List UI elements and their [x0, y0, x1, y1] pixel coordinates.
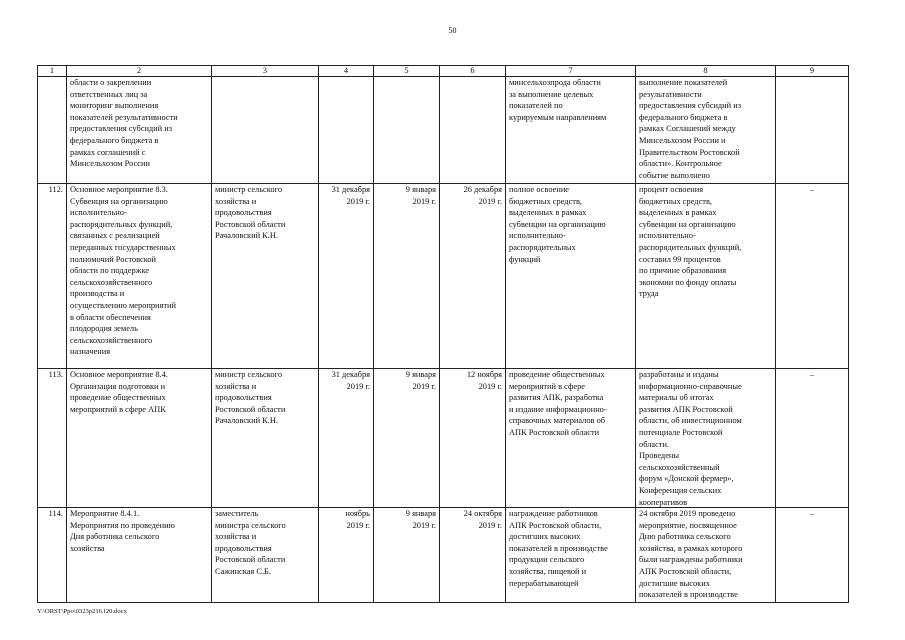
- row-number: [38, 77, 67, 184]
- column-header-1: 1: [38, 66, 67, 77]
- table-row: [38, 508, 849, 603]
- note: [776, 77, 849, 184]
- header-row: [38, 66, 849, 77]
- responsible-person: министр сельского хозяйства и продовольствия Ростовской области Рачаловский К.Н.: [212, 369, 319, 508]
- planned-date: 31 декабря 2019 г.: [319, 184, 374, 369]
- note: –: [776, 369, 849, 508]
- actual-result: выполнение показателей результативности предоставления субсидий из федерального бюджета в рамках Соглашений между Минсельхозом России и Правительством Ростовской области». Контрольное событие выполнено: [636, 77, 776, 184]
- responsible-person: [212, 77, 319, 184]
- row-number: 114.: [38, 508, 67, 603]
- column-header-7: 7: [506, 66, 636, 77]
- end-date: 12 ноября 2019 г.: [440, 369, 506, 508]
- start-date: 9 января 2019 г.: [374, 369, 440, 508]
- actual-result: 24 октября 2019 проведено мероприятие, посвященное Дню работника сельского хозяйства, в рамках которого были награждены работники АПК Ростовской области, достигшие высоких показателей в производстве: [636, 508, 776, 603]
- expected-result: полное освоение бюджетных средств, выделенных в рамках субвенции на организацию исполнительно- распорядительных функций: [506, 184, 636, 369]
- row-number: 112.: [38, 184, 67, 369]
- planned-date: [319, 77, 374, 184]
- footer-file-path: Y:\ORST\Ppo\0323p216.f20.docx: [37, 608, 127, 615]
- table-row: [38, 184, 849, 369]
- actual-result: разработаны и изданы информационно-справочные материалы об итогах развития АПК Ростовской области, об инвестиционном потенциале Ростовской области. Проведены сельскохозяйственный форум «Донской фермер», Конференция сельских кооперативов: [636, 369, 776, 508]
- row-number: 113.: [38, 369, 67, 508]
- end-date: 24 октября 2019 г.: [440, 508, 506, 603]
- expected-result: минсельхозпрода области за выполнение целевых показателей по курируемым направлениям: [506, 77, 636, 184]
- note: –: [776, 184, 849, 369]
- responsible-person: заместитель министра сельского хозяйства и продовольствия Ростовской области Сажинская С.Б.: [212, 508, 319, 603]
- event-name: Основное мероприятие 8.4. Организация подготовки и проведение общественных мероприятий в сфере АПК: [67, 369, 212, 508]
- page-number: 50: [448, 26, 457, 35]
- column-header-9: 9: [776, 66, 849, 77]
- start-date: 9 января 2019 г.: [374, 184, 440, 369]
- start-date: [374, 77, 440, 184]
- table-row: [38, 77, 849, 184]
- note: –: [776, 508, 849, 603]
- start-date: 9 января 2019 г.: [374, 508, 440, 603]
- report-table: [37, 65, 849, 603]
- column-header-2: 2: [67, 66, 212, 77]
- column-header-4: 4: [319, 66, 374, 77]
- event-name: области о закреплении ответственных лиц за мониторинг выполнения показателей результативности предоставления субсидий из федерального бюджета в рамках соглашений с Минсельхозом России: [67, 77, 212, 184]
- end-date: 26 декабря 2019 г.: [440, 184, 506, 369]
- planned-date: 31 декабря 2019 г.: [319, 369, 374, 508]
- expected-result: награждение работников АПК Ростовской области, достигших высоких показателей в производстве продукции сельского хозяйства, пищевой и перерабатывающей: [506, 508, 636, 603]
- expected-result: проведение общественных мероприятий в сфере развития АПК, разработка и издание информационно- справочных материалов об АПК Ростовской области: [506, 369, 636, 508]
- responsible-person: министр сельского хозяйства и продовольствия Ростовской области Рачаловский К.Н.: [212, 184, 319, 369]
- column-header-5: 5: [374, 66, 440, 77]
- actual-result: процент освоения бюджетных средств, выделенных в рамках субвенции на организацию исполнительно- распорядительных функций, составил 99 процентов по причине образования экономии по фонду оплаты труда: [636, 184, 776, 369]
- end-date: [440, 77, 506, 184]
- column-header-3: 3: [212, 66, 319, 77]
- table-row: [38, 369, 849, 508]
- column-header-6: 6: [440, 66, 506, 77]
- event-name: Мероприятие 8.4.1. Мероприятия по проведению Дня работника сельского хозяйства: [67, 508, 212, 603]
- event-name: Основное мероприятие 8.3. Субвенция на организацию исполнительно- распорядительных функций, связанных с реализацией переданных государственных полномочий Ростовской области по поддержке сельскохозяйственного производства и осуществлению мероприятий в области обеспечения плодородия земель сельскохозяйственного назначения: [67, 184, 212, 369]
- column-header-8: 8: [636, 66, 776, 77]
- planned-date: ноябрь 2019 г.: [319, 508, 374, 603]
